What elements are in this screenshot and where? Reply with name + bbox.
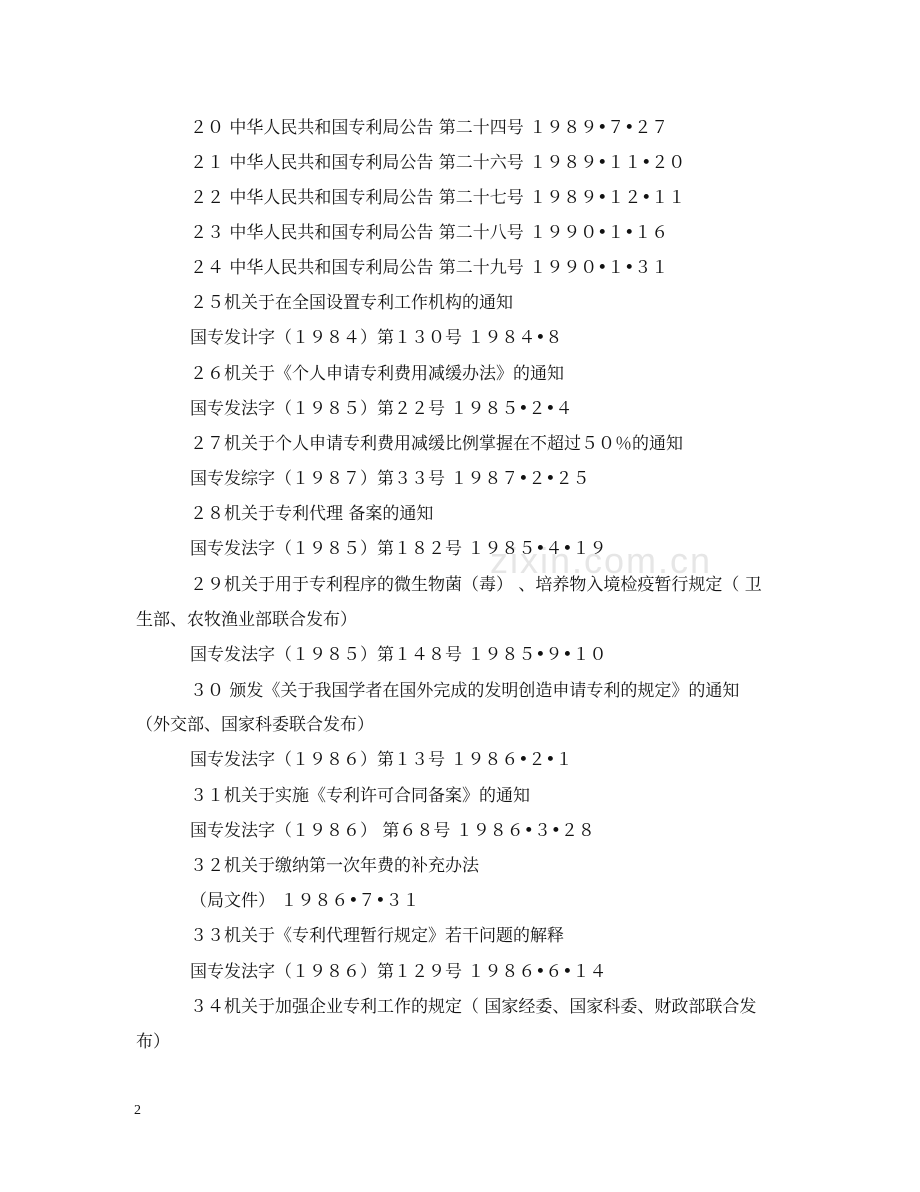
page-number: 2 [134,1103,141,1118]
document-reference: 国专发综字（１９８７）第３３号 １９８７•２•２５ [190,469,590,489]
list-item: ３０ 颁发《关于我国学者在国外完成的发明创造申请专利的规定》的通知 [190,681,740,701]
document-reference: 国专发计字（１９８４）第１３０号 １９８４•８ [190,328,563,348]
list-item: ２２ 中华人民共和国专利局公告 第二十七号 １９８９•１２•１１ [190,188,686,208]
list-item: ２３ 中华人民共和国专利局公告 第二十八号 １９９０•１•１６ [190,223,669,243]
list-item: ２８机关于专利代理 备案的通知 [190,504,434,524]
list-item: ２７机关于个人申请专利费用减缓比例掌握在不超过５０％的通知 [190,434,683,454]
watermark: zixin.com.cn [490,540,713,581]
document-reference: 国专发法字（１９８５）第２２号 １９８５•２•４ [190,399,573,419]
list-item: ３３机关于《专利代理暂行规定》若干问题的解释 [190,926,564,946]
document-reference: 国专发法字（１９８６） 第６８号 １９８６•３•２８ [190,821,595,841]
list-item: ３１机关于实施《专利许可合同备案》的通知 [190,786,530,806]
list-item: ２０ 中华人民共和国专利局公告 第二十四号 １９８９•７•２７ [190,118,669,138]
document-reference: 国专发法字（１９８６）第１３号 １９８６•２•１ [190,750,573,770]
document-reference: 国专发法字（１９８６）第１２９号 １９８６•６•１４ [190,962,607,982]
list-item: ２５机关于在全国设置专利工作机构的通知 [190,293,513,313]
list-item-continuation: 布） [136,1032,170,1052]
list-item: ２４ 中华人民共和国专利局公告 第二十九号 １９９０•１•３１ [190,258,669,278]
list-item: ３２机关于缴纳第一次年费的补充办法 [190,856,479,876]
list-item: ２１ 中华人民共和国专利局公告 第二十六号 １９８９•１１•２０ [190,153,686,173]
list-item-continuation: （外交部、国家科委联合发布） [136,715,374,735]
list-item: ２９机关于用于专利程序的微生物菌（毒） 、培养物入境检疫暂行规定（ 卫 [190,575,762,595]
document-reference: （局文件） １９８６•７•３１ [190,891,420,911]
list-item: ２６机关于《个人申请专利费用减缓办法》的通知 [190,364,564,384]
document-reference: 国专发法字（１９８５）第１８２号 １９８５•４•１９ [190,539,607,559]
list-item-continuation: 生部、农牧渔业部联合发布） [136,610,357,630]
list-item: ３４机关于加强企业专利工作的规定（ 国家经委、国家科委、财政部联合发 [190,997,757,1017]
document-reference: 国专发法字（１９８５）第１４８号 １９８５•９•１０ [190,645,607,665]
